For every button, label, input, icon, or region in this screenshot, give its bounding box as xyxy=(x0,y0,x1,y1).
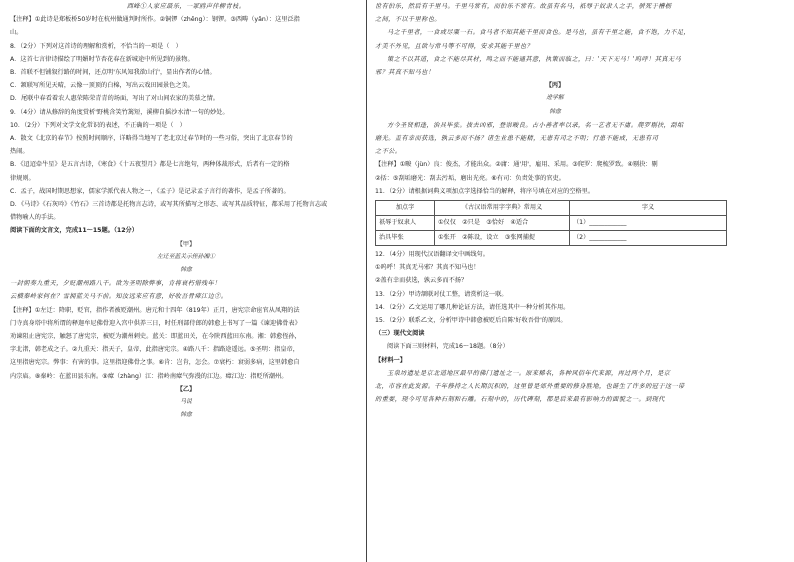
text-line: 磨光。盖有幸而获选，孰云多而不扬？诸生业患不能精，无患有司之不明；行患不能成，无患有司 xyxy=(375,135,659,143)
table-cell-meaning: ①张开 ②陈设，设立 ③张网捕捉 xyxy=(435,231,570,246)
left-column xyxy=(10,0,362,423)
right-bottom-text xyxy=(375,248,735,406)
text-line: 山。 xyxy=(10,29,23,37)
text-line: 之不公。 xyxy=(375,148,402,156)
text-line: 【注释】①畯（jùn）良：俊杰，才能出众。②庸：通'用'，雇用、采用。③爬罗：爬梳罗致。④剔抉：剔 xyxy=(375,161,658,169)
table-header-row xyxy=(376,201,727,216)
column-divider xyxy=(366,0,367,562)
table-cell-word: 治具毕张 xyxy=(376,231,435,246)
text-line: 才美不外见，且欲与常马等不可得，安求其能千里也？ xyxy=(375,42,534,50)
text-line: D．尾联中春看着农人惠荣陈荣青青的场面，写出了对山间农家的美慕之情。 xyxy=(10,95,219,103)
text-line: 之间，不以千里称也。 xyxy=(375,16,441,24)
text-line: 云横秦岭家何在？雪拥蓝关马不前。知汝远来应有意，好收吾骨瘴江边②。 xyxy=(10,293,228,301)
text-line: C．孟子，战国时期思想家，儒家学派代表人物之一，《孟子》是记录孟子言行的著作，是孟子所著的。 xyxy=(10,187,290,195)
table-header-cell: 《古汉语常用字字典》常用义 xyxy=(435,201,570,216)
right-top-text xyxy=(375,0,735,198)
table-cell-answer[interactable]: （2）____________ xyxy=(570,231,727,246)
text-line: 12．（4分）用现代汉语翻译文中画线句。 xyxy=(375,251,489,259)
text-line: 左迁至蓝关示侄孙湘① xyxy=(157,253,215,260)
text-line: 内宗庙。⑧秦岭：在蓝田县东南。⑨瘴（zhàng）江：指岭南瘴气弥漫的江边。瘴江边：指贬所潮州。 xyxy=(10,372,288,380)
text-line: 15．（2分）联系乙文，分析甲诗中韩愈被贬后自陈'好收吾骨'的原因。 xyxy=(375,317,567,325)
text-line: 门寺真身塔中将所谓的释迦牟尼佛骨迎入宫中供养三日，时任刑部侍郎的韩愈上书写了一篇《谏迎佛骨表》 xyxy=(10,319,301,327)
table-row xyxy=(376,216,727,231)
table-header-cell: 加点字 xyxy=(376,201,435,216)
text-line: 10．（2分）下列对文学文化常识的表述，不正确的一项是（ ） xyxy=(10,121,186,129)
table-cell-word: 祇辱于奴隶人 xyxy=(376,216,435,231)
text-line: 热闹。 xyxy=(10,148,29,156)
text-line: 邪？其真不知马也！ xyxy=(375,69,435,77)
text-line: 【材料一】 xyxy=(375,356,406,364)
table-cell-answer[interactable]: （1）____________ xyxy=(570,216,727,231)
text-line: B．首联不但铺叙行路的时间，还点明'东风知我欲山行'，显出作者的心情。 xyxy=(10,69,216,77)
text-line: 世有伯乐，然后有千里马。千里马常有，而伯乐不常有。故虽有名马，祇辱于奴隶人之手，骈死于槽枥 xyxy=(375,3,672,10)
text-line: 【甲】 xyxy=(176,240,196,248)
text-line: A．这首七言律诗描绘了明媚时节杏花春在新城途中所见到的景物。 xyxy=(10,55,194,63)
table-header-cell: 字义 xyxy=(570,201,727,216)
text-line: 借物喻人的手法。 xyxy=(10,214,60,222)
table-cell-meaning: ①仅仅 ②只是 ③恰好 ④适合 xyxy=(435,216,570,231)
text-line: 劝谏阻止唐宪宗，触怒了唐宪宗，被贬为潮州刺史。蓝关：即蓝田关，在今陕西蓝田东南。湘：韩愈侄孙， xyxy=(10,333,301,341)
text-line: 玉泉坊遗址是京北道地区最早的佛门遗址之一。原来稀名，各种风俗年代来源，再过两个月，是京 xyxy=(387,369,671,377)
text-line: 字北渚，韩老成之子。②九重天：指天子，皇帝，此指唐宪宗。④路八千：指路途遥远。⑤圣明：指皇帝， xyxy=(10,346,299,354)
text-line: 11．（2分）请根据词典义项加点字选择恰当的解释，将序号填在对应的空格里。 xyxy=(375,187,595,195)
text-line: 9．（4分）请从修辞的角度赏析'野桃含笑竹篱短，溪柳自摇沙水清'一句的妙处。 xyxy=(10,108,229,116)
text-line: A．散文《北京的春节》按照时间顺序，详略得当地写了老北京过春节时的一些习俗，突出了北京春节的 xyxy=(10,135,293,143)
text-line: 韩愈 xyxy=(549,108,561,115)
table-row xyxy=(376,231,727,246)
text-line: 8．（2分）下列对这首诗的理解和赏析，不恰当的一项是（ ） xyxy=(10,42,182,50)
text-line: 马之千里者，一食或尽粟一石。食马者不知其能千里而食也。是马也，虽有千里之能，食不饱，力不足， xyxy=(387,29,691,37)
right-column xyxy=(375,0,735,406)
text-line: 北，市容在此发源。千年修持之人长期沉积的，这里曾是郊外重要的修身胜地，也诞生了许多的冠于这一带 xyxy=(375,383,685,391)
text-line: 的重要，现今可见各种石刻和石雕。石刻中的，历代碑刻，都是后来最有影响力的面貌之一。到现代 xyxy=(375,396,665,404)
text-line: ①呜呼！其真无马邪？其真不知马也！ xyxy=(375,264,480,272)
text-line: 阅读下面三则材料，完成16～18题。（8分） xyxy=(387,343,509,351)
text-line: 马说 xyxy=(180,399,192,406)
text-line: 13．（2分）甲诗颔联对仗工整，请赏析这一联。 xyxy=(375,290,508,298)
text-line: 韩愈 xyxy=(180,412,192,419)
text-line: B．《迢迢牵牛星》是五言古诗，《寒食》《十五夜望月》都是七言绝句，两种体裁形式，后者有一定的格 xyxy=(10,161,290,169)
text-line: 一封朝奏九重天，夕贬潮州路八千。欲为圣明除弊事，肯将衰朽惜残年！ xyxy=(10,280,221,288)
text-line: 这里指唐宪宗。弊事：有害的事。这里指迎佛骨之事。⑥肯：岂肯，怎会。⑦衰朽：衰弱多病，这里韩愈自 xyxy=(10,359,300,367)
text-line: 阅读下面的文言文，完成11～15题。（12分） xyxy=(10,227,138,235)
text-line: （三）现代文阅读 xyxy=(375,330,425,338)
text-line: 14．（2分）乙文运用了哪几种论证方法，请任选其中一种分析其作用。 xyxy=(375,303,570,311)
text-line: 【注释】①左迁：降职，贬官，指作者被贬潮州。唐元和十四年（819年）正月，唐宪宗命宦官从凤翔的法 xyxy=(10,306,300,314)
text-line: D．《马诗》《石灰吟》《竹石》三首诗都是托物言志诗，或写其所描写之形态、或写其品质特征，都采用了托物言志或 xyxy=(10,201,328,209)
text-line: 【注释】①此诗是郑板桥50岁时在杭州做通判时所作。②铜锣（zhēng）：钢锣。③西畴（yǎn）：这里泛指 xyxy=(10,16,300,24)
text-line: C．颔联写所见天晴，云像一顶顶的白棉，写出云戏田园景色之美。 xyxy=(10,82,194,90)
word-meaning-table xyxy=(375,200,727,246)
text-line: 韩愈 xyxy=(180,267,192,274)
text-line: ②盖有幸而获选，孰云多而不扬？ xyxy=(375,277,468,285)
text-line: 【乙】 xyxy=(176,385,196,393)
text-line: 方今圣贤相逢，治具毕张。拔去凶邪，登崇畯良。占小善者率以录，名一艺者无不庸。爬罗剔抉，刮垢 xyxy=(387,121,684,129)
text-line: 【丙】 xyxy=(545,82,565,90)
text-line: 西峰①人家应最乐，一冢鸥声伴柳青枝。 xyxy=(126,3,246,10)
text-line: 律规则。 xyxy=(10,174,35,182)
text-line: 进学解 xyxy=(546,95,564,102)
text-line: 策之不以其道，食之不能尽其材，鸣之而不能通其意，执策而临之，曰：'天下无马！'呜呼！其真无马 xyxy=(387,55,682,63)
text-line: ②括：⑤刮垢磨光：刮去污垢，磨出光亮。⑥有司：负责处事的官吏。 xyxy=(375,174,565,182)
